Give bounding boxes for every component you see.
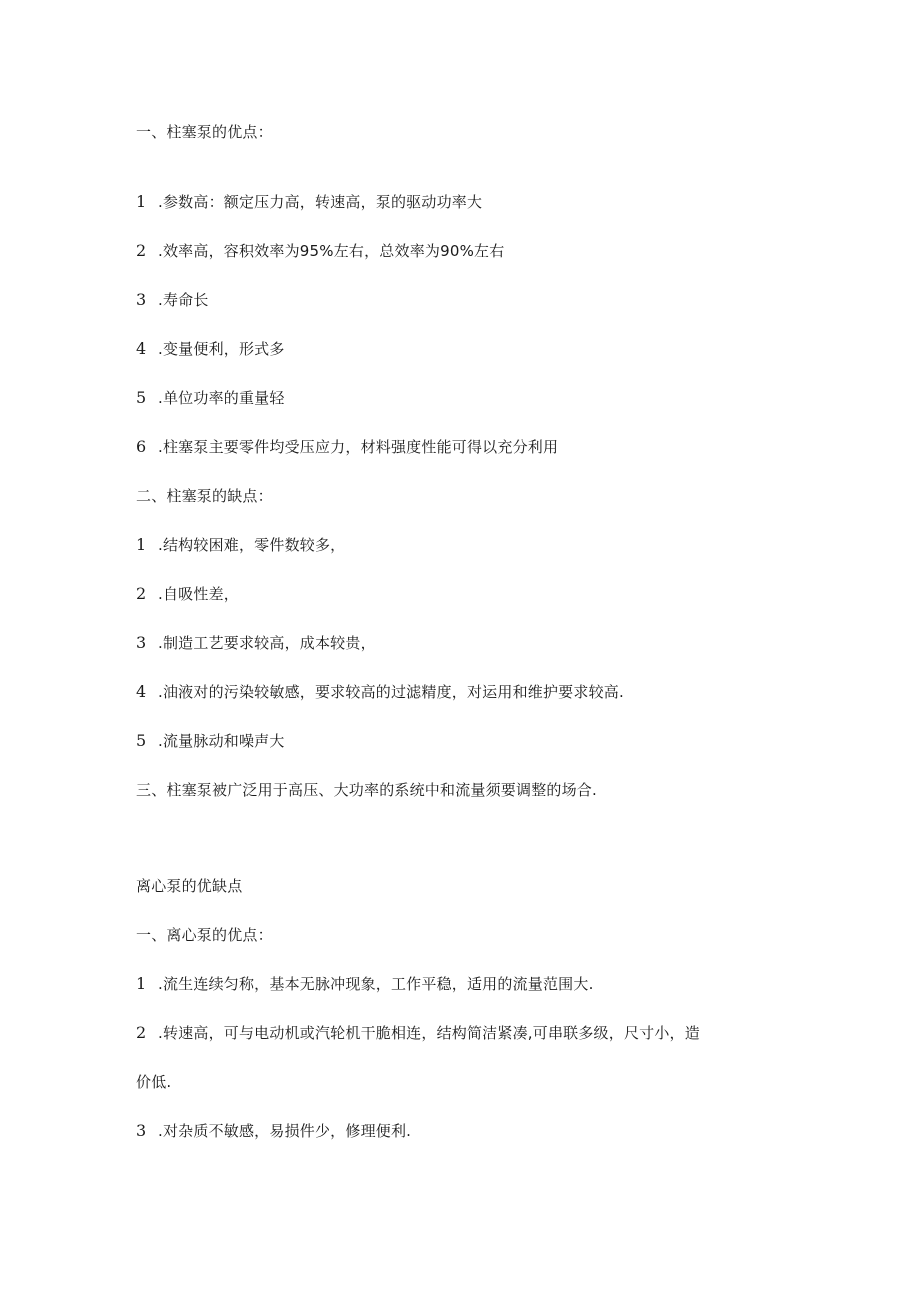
item-number: 1 [136, 974, 147, 993]
item-number: 2 [136, 241, 147, 260]
item-number: 1 [136, 535, 147, 554]
list-item [136, 1121, 411, 1141]
item-number: 5 [136, 388, 147, 407]
item-text: .自吸性差， [158, 585, 239, 603]
item-text: .变量便利，形式多 [158, 340, 285, 358]
item-number: 6 [136, 437, 147, 456]
item-text: .转速高，可与电动机或汽轮机干脆相连，结构简洁紧凑,可串联多级，尺寸小，造 [158, 1024, 700, 1042]
plunger-usage: 三、柱塞泵被广泛用于高压、大功率的系统中和流量须要调整的场合. [136, 781, 597, 799]
list-item [136, 192, 482, 212]
item-text: .制造工艺要求较高，成本较贵， [158, 634, 376, 652]
item-number: 2 [136, 1023, 147, 1042]
list-item [136, 339, 285, 359]
list-item-continuation: 价低. [136, 1073, 172, 1091]
item-number: 3 [136, 290, 147, 309]
item-text: .对杂质不敏感，易损件少，修理便利. [158, 1122, 412, 1140]
list-item [136, 437, 558, 457]
list-item [136, 535, 345, 555]
item-text: .效率高，容积效率为95%左右，总效率为90%左右 [158, 242, 505, 260]
item-number: 1 [136, 192, 147, 211]
item-text: .单位功率的重量轻 [158, 389, 285, 407]
list-item [136, 974, 594, 994]
list-item [136, 682, 624, 702]
item-text: .结构较困难，零件数较多， [158, 536, 346, 554]
item-text: .流生连续匀称，基本无脉冲现象，工作平稳，适用的流量范围大. [158, 975, 594, 993]
list-item [136, 731, 285, 751]
list-item [136, 633, 376, 653]
plunger-disadvantages-heading: 二、柱塞泵的缺点： [136, 487, 273, 505]
centrifugal-advantages-heading: 一、离心泵的优点： [136, 926, 273, 944]
list-item [136, 290, 209, 310]
centrifugal-title: 离心泵的优缺点 [136, 877, 243, 895]
list-item [136, 241, 504, 261]
item-text: .参数高：额定压力高，转速高，泵的驱动功率大 [158, 193, 483, 211]
item-text: .油液对的污染较敏感，要求较高的过滤精度，对运用和维护要求较高. [158, 683, 624, 701]
item-number: 4 [136, 682, 147, 701]
item-number: 3 [136, 1121, 147, 1140]
item-number: 4 [136, 339, 147, 358]
list-item [136, 584, 239, 604]
item-number: 2 [136, 584, 147, 603]
item-text: .柱塞泵主要零件均受压应力，材料强度性能可得以充分利用 [158, 438, 559, 456]
list-item [136, 1023, 700, 1043]
plunger-advantages-heading: 一、柱塞泵的优点： [136, 123, 273, 141]
item-number: 5 [136, 731, 147, 750]
item-text: .寿命长 [158, 291, 209, 309]
item-text: .流量脉动和噪声大 [158, 732, 285, 750]
item-number: 3 [136, 633, 147, 652]
list-item [136, 388, 285, 408]
